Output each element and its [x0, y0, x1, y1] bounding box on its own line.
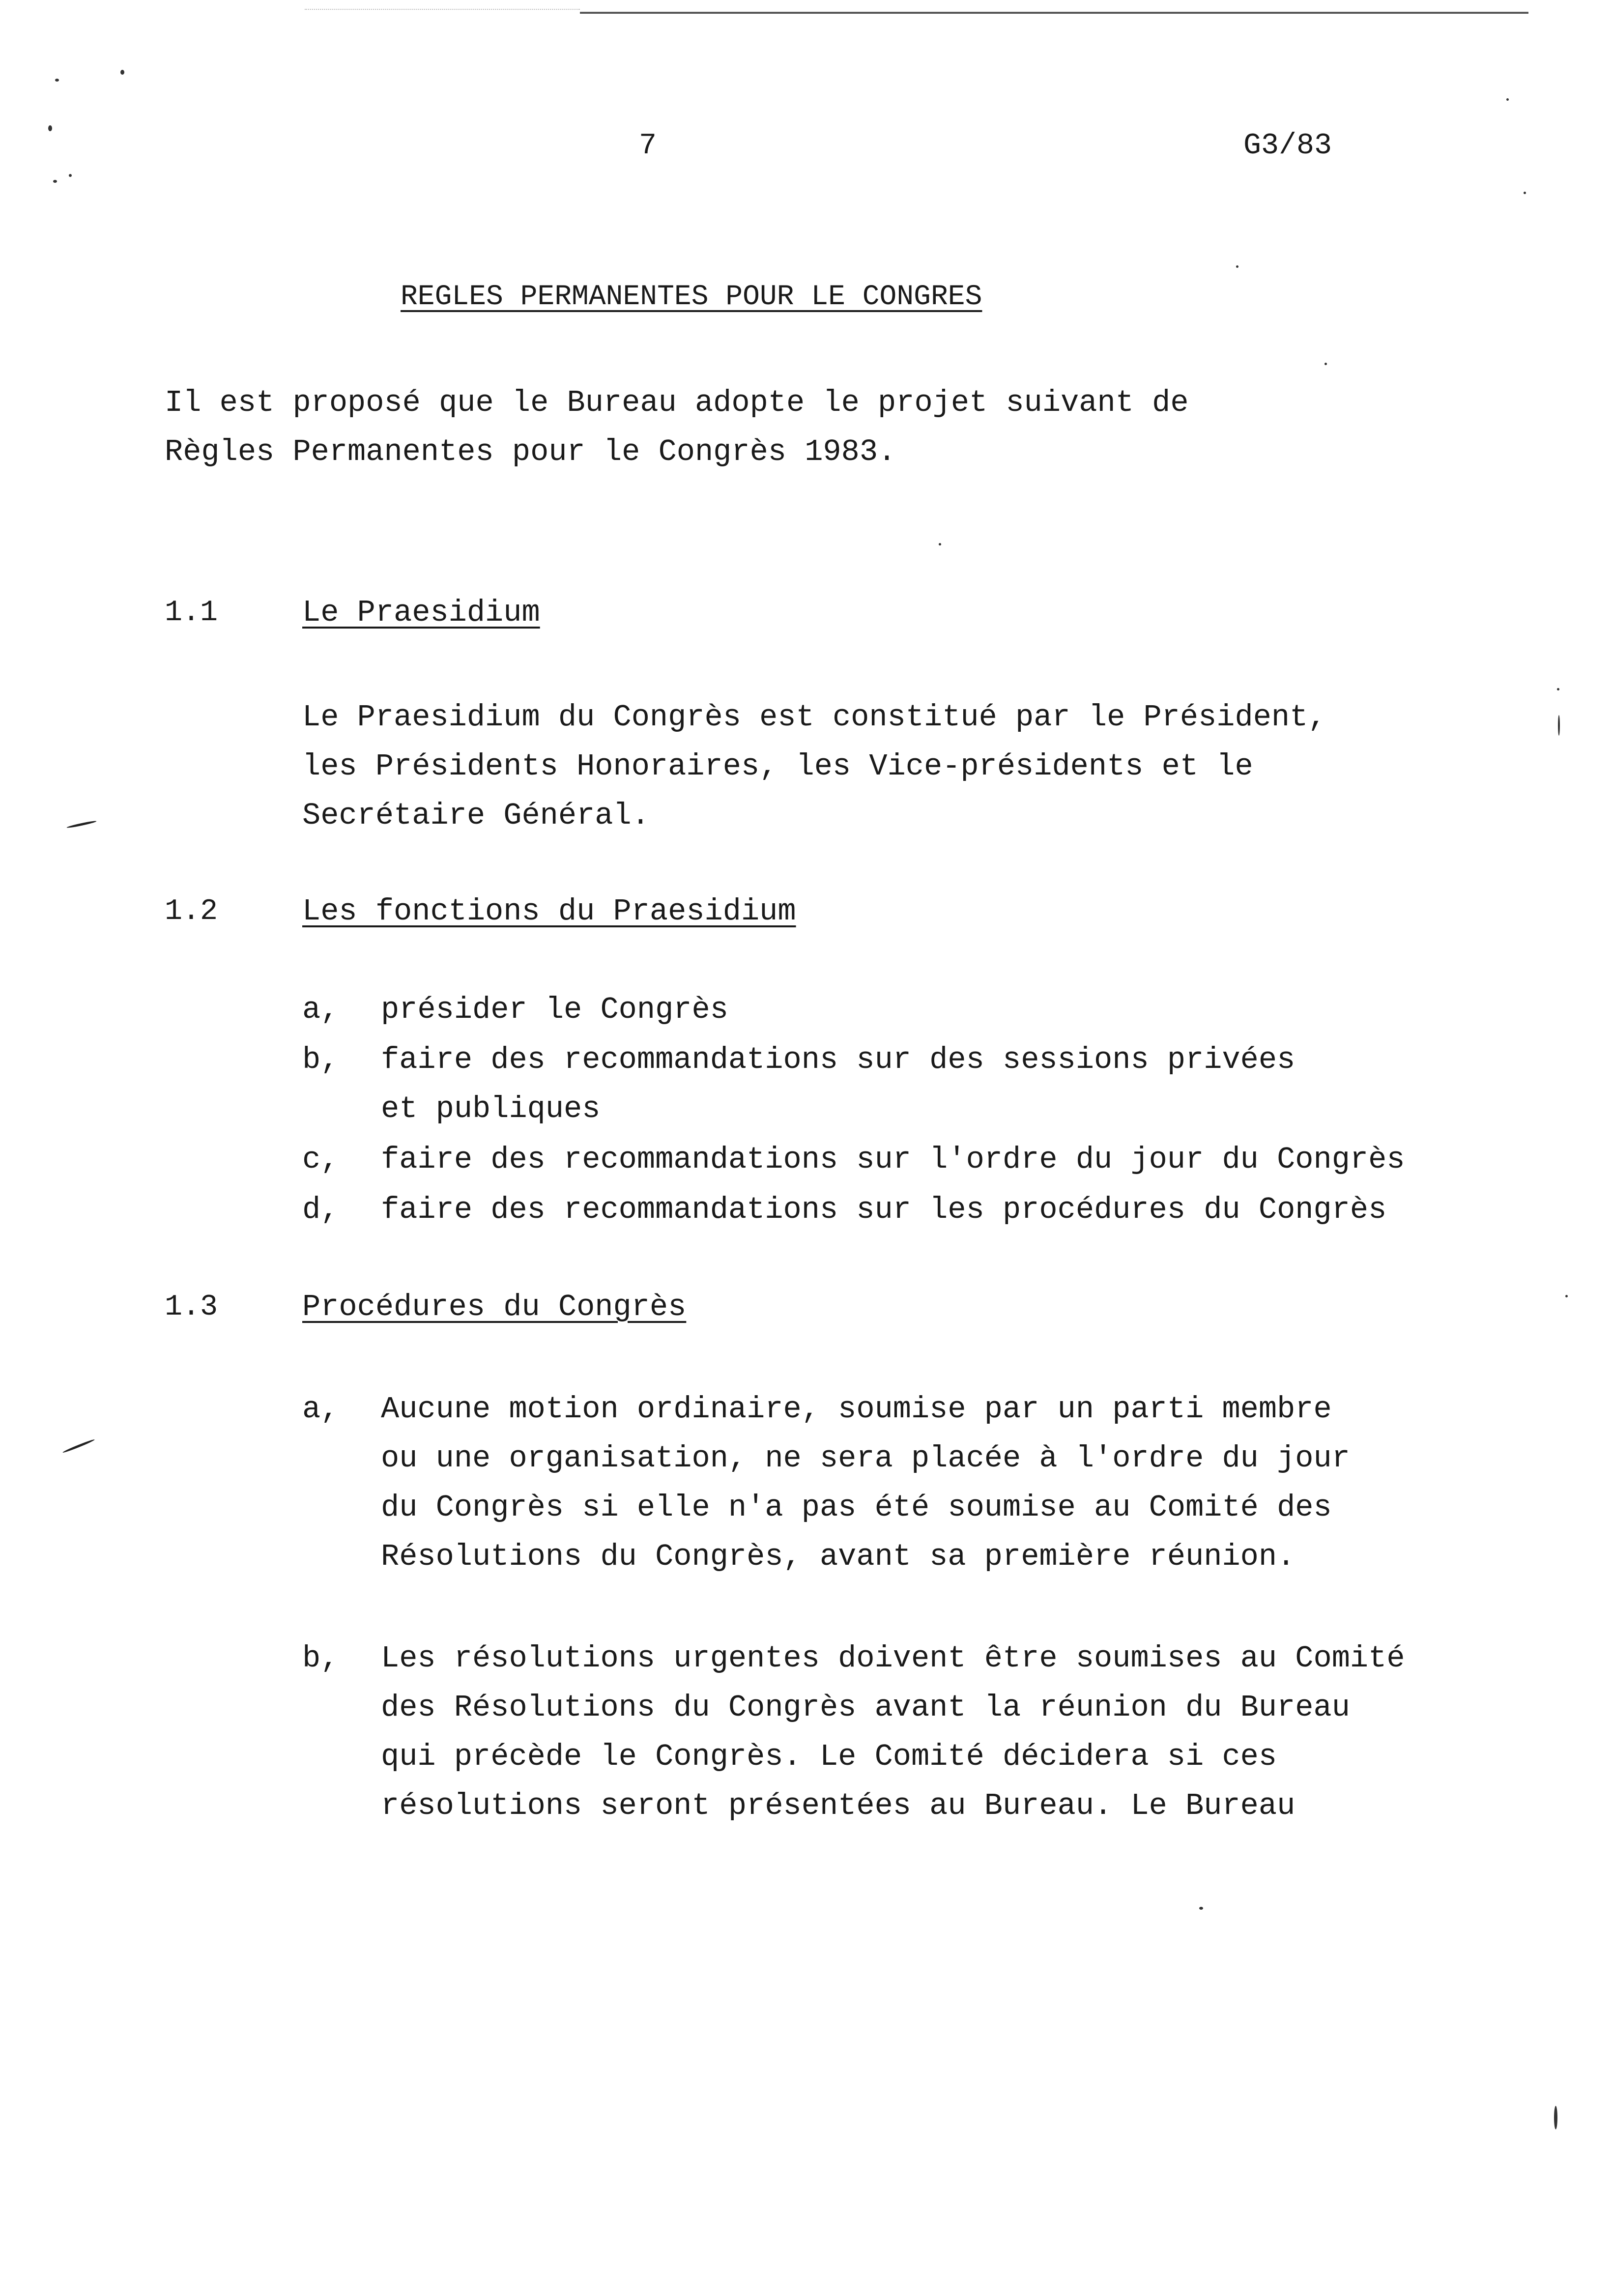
- scan-speck: [69, 174, 72, 177]
- scan-mark: [66, 820, 97, 829]
- scan-speck: [120, 70, 124, 75]
- document-reference: G3/83: [1243, 129, 1332, 163]
- scan-speck: [1565, 1295, 1568, 1297]
- page-number: 7: [639, 129, 657, 163]
- item-letter: d,: [302, 1192, 339, 1227]
- item-line: Aucune motion ordinaire, soumise par un parti membre: [381, 1392, 1332, 1427]
- intro-line: Il est proposé que le Bureau adopte le projet suivant de: [165, 385, 1189, 420]
- section-title: Le Praesidium: [302, 595, 540, 630]
- item-text: [381, 1035, 1295, 1134]
- item-line: du Congrès si elle n'a pas été soumise au Comité des: [381, 1490, 1332, 1525]
- item-line: Résolutions du Congrès, avant sa première réunion.: [381, 1539, 1295, 1574]
- item-line: faire des recommandations sur les procédures du Congrès: [381, 1192, 1387, 1227]
- top-edge-mark: [305, 9, 580, 10]
- item-text: [381, 1385, 1350, 1581]
- item-line: ou une organisation, ne sera placée à l'ordre du jour: [381, 1441, 1350, 1476]
- scan-speck: [53, 180, 57, 183]
- item-letter: a,: [302, 1392, 339, 1427]
- scan-speck: [1554, 2106, 1557, 2129]
- item-line: des Résolutions du Congrès avant la réunion du Bureau: [381, 1690, 1350, 1725]
- scan-speck: [1324, 363, 1327, 365]
- item-line: Les résolutions urgentes doivent être soumises au Comité: [381, 1641, 1405, 1676]
- scan-speck: [939, 543, 941, 545]
- document-title: REGLES PERMANENTES POUR LE CONGRES: [401, 281, 982, 313]
- scan-speck: [48, 125, 52, 131]
- scan-speck: [1558, 715, 1560, 736]
- section-paragraph: [302, 693, 1326, 840]
- scan-speck: [1524, 192, 1526, 194]
- top-edge-rule: [580, 12, 1528, 14]
- item-text: [381, 1634, 1405, 1831]
- item-line: faire des recommandations sur l'ordre du jour du Congrès: [381, 1142, 1405, 1177]
- item-letter: c,: [302, 1142, 339, 1177]
- paragraph-line: Secrétaire Général.: [302, 798, 650, 833]
- paragraph-line: Le Praesidium du Congrès est constitué par le Président,: [302, 700, 1326, 735]
- item-line: qui précède le Congrès. Le Comité décidera si ces: [381, 1739, 1277, 1774]
- item-text: [381, 985, 728, 1034]
- section-title: Procédures du Congrès: [302, 1290, 687, 1324]
- intro-line: Règles Permanentes pour le Congrès 1983.: [165, 434, 896, 469]
- item-letter: b,: [302, 1042, 339, 1077]
- item-line: et publiques: [381, 1091, 601, 1126]
- section-title: Les fonctions du Praesidium: [302, 894, 796, 929]
- item-line: faire des recommandations sur des sessions privées: [381, 1042, 1295, 1077]
- item-line: présider le Congrès: [381, 992, 728, 1027]
- intro-paragraph: [165, 378, 1189, 477]
- scan-speck: [55, 79, 59, 82]
- section-number: 1.2: [165, 895, 218, 928]
- item-text: [381, 1135, 1405, 1184]
- scan-mark: [62, 1438, 95, 1454]
- paragraph-line: les Présidents Honoraires, les Vice-présidents et le: [302, 749, 1253, 784]
- section-number: 1.1: [165, 596, 218, 630]
- section-number: 1.3: [165, 1291, 218, 1324]
- item-letter: b,: [302, 1641, 339, 1676]
- item-line: résolutions seront présentées au Bureau. Le Bureau: [381, 1788, 1295, 1823]
- item-text: [381, 1185, 1386, 1234]
- scan-speck: [1236, 265, 1238, 268]
- item-letter: a,: [302, 992, 339, 1027]
- scan-speck: [1506, 98, 1509, 101]
- scan-speck: [1557, 688, 1559, 690]
- scan-speck: [1199, 1907, 1203, 1910]
